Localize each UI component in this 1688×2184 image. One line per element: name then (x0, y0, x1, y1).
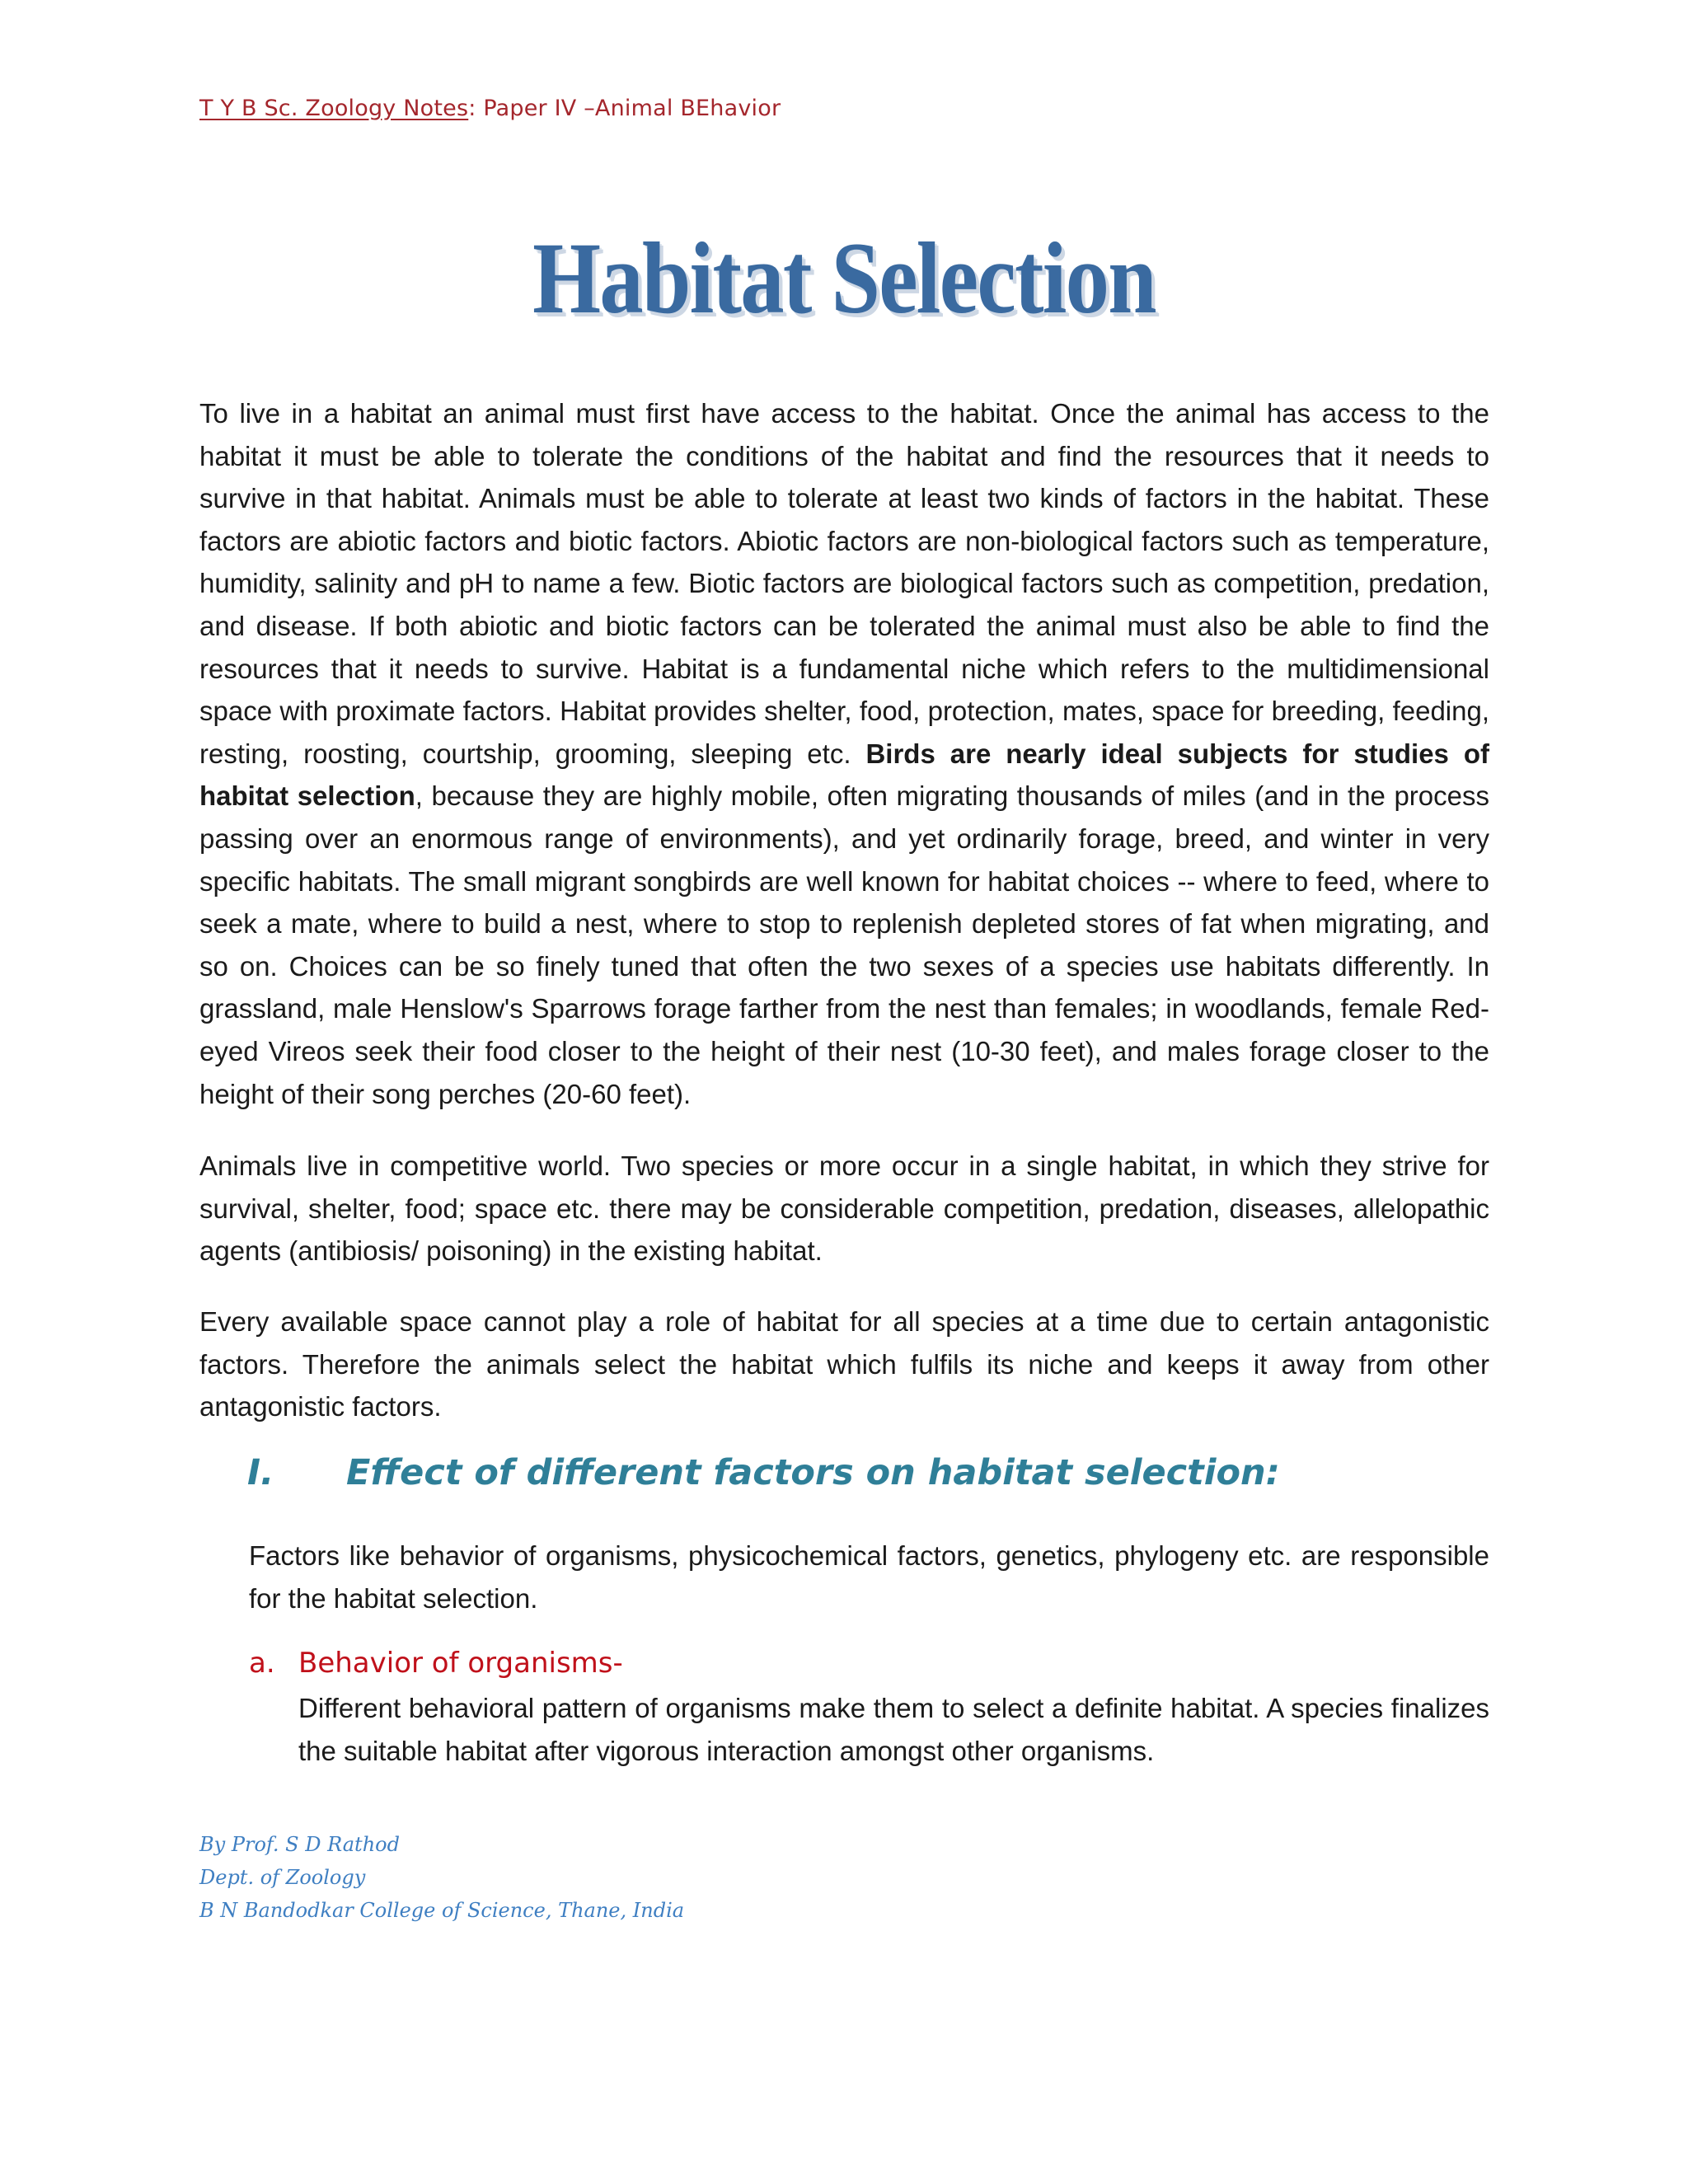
footer-author: By Prof. S D Rathod (199, 1833, 400, 1856)
section-heading (247, 1452, 1280, 1493)
header-separator: : (468, 96, 484, 121)
page-header (199, 96, 781, 121)
paragraph-intro-bold: Birds are nearly ideal subjects for studies of habitat selection (199, 738, 1490, 812)
subsection-title: Behavior of organisms- (298, 1647, 623, 1680)
paragraph-antagonistic: Every available space cannot play a role of habitat for all species at a time due to certain antagonistic factors. Therefore the animals select the habitat which fulfils its niche and keeps it away from other antagonistic factors. (199, 1306, 1489, 1422)
page-title: Habitat Selection (532, 222, 1156, 335)
paragraph-intro (199, 392, 1489, 1115)
section-text: Factors like behavior of organisms, physicochemical factors, genetics, phylogeny etc. are responsible for the habitat selection. (249, 1540, 1489, 1614)
subsection-letter: a. (249, 1647, 275, 1680)
paragraph-competition: Animals live in competitive world. Two species or more occur in a single habitat, in which they strive for survival, shelter, food; space etc. there may be considerable competition, predation, diseases, allelopathic agents (antibiosis/ poisoning) in the existing habitat. (199, 1151, 1489, 1267)
header-paper: Paper IV –Animal BEhavior (483, 96, 781, 121)
section-number: I. (247, 1452, 274, 1493)
header-course: T Y B Sc. Zoology Notes (199, 96, 469, 121)
footer-college: B N Bandodkar College of Science, Thane, India (199, 1899, 685, 1922)
footer-department: Dept. of Zoology (199, 1866, 366, 1889)
paragraph-intro-part2: , because they are highly mobile, often migrating thousands of miles (and in the process passing over an enormous range of environments), and yet ordinarily forage, breed, and winter in very specific habitats. The small migrant songbirds are well known for habitat choices -- where to feed, where to seek a mate, where to build a nest, where to stop to replenish depleted stores of fat when migrating, and so on. Choices can be so finely tuned that often the two sexes of a species use habitats differently. In grassland, male Henslow's Sparrows forage farther from the nest than females; in woodlands, female Red-eyed Vireos seek their food closer to the height of their nest (10-30 feet), and males forage closer to the height of their song perches (20-60 feet). (199, 780, 1489, 1109)
subsection-text: Different behavioral pattern of organisms make them to select a definite habitat. A species finalizes the suitable habitat after vigorous interaction amongst other organisms. (298, 1693, 1489, 1766)
section-title: Effect of different factors on habitat selection: (346, 1452, 1280, 1493)
page-footer (199, 1828, 684, 1927)
subsection-heading (249, 1647, 623, 1680)
paragraph-intro-part1: To live in a habitat an animal must first have access to the habitat. Once the animal has access to the habitat it must be able to tolerate the conditions of the habitat and find the resources that it needs to survive in that habitat. Animals must be able to tolerate at least two kinds of factors in the habitat. These factors are abiotic factors and biotic factors. Abiotic factors are non-biological factors such as temperature, humidity, salinity and pH to name a few. Biotic factors are biological factors such as competition, predation, and disease. If both abiotic and biotic factors can be tolerated the animal must also be able to find the resources that it needs to survive. Habitat is a fundamental niche which refers to the multidimensional space with proximate factors. Habitat provides shelter, food, protection, mates, space for breeding, feeding, resting, roosting, courtship, grooming, sleeping etc. (199, 398, 1489, 769)
